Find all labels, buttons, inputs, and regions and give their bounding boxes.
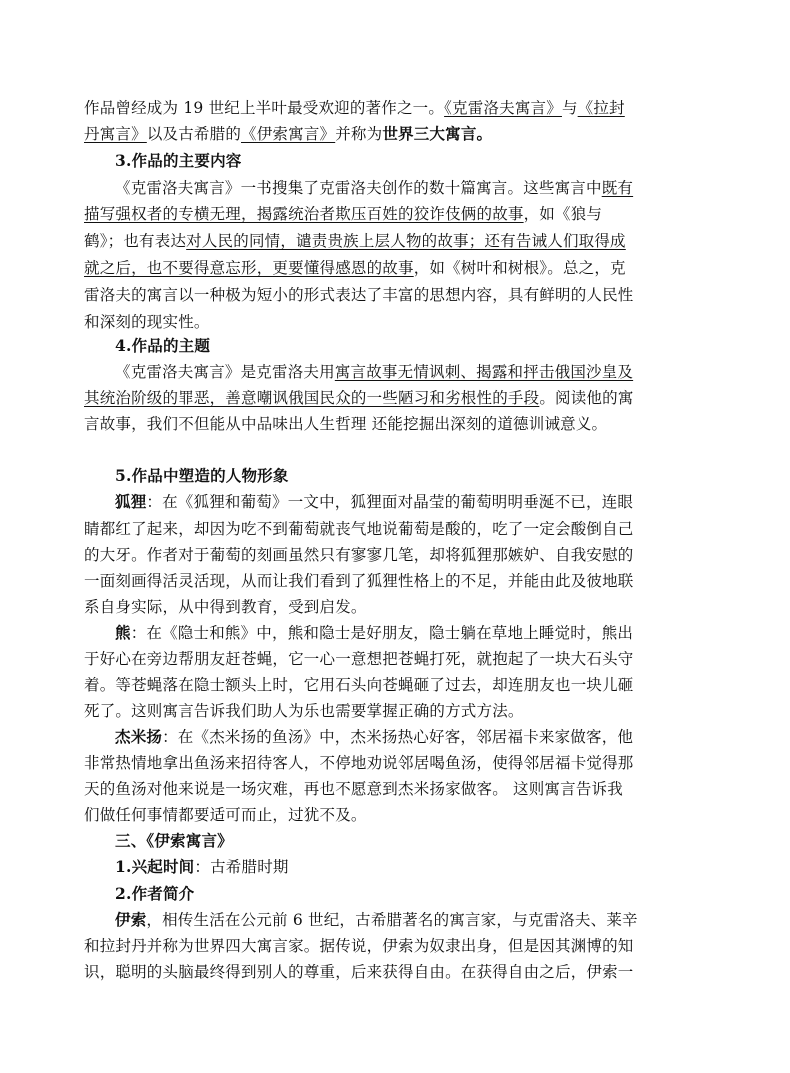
- paragraph-line: 系自身实际，从中得到教育，受到启发。: [84, 598, 367, 616]
- paragraph-line: 的大牙。作者对于葡萄的刻画虽然只有寥寥几笔，却将狐狸那嫉妒、自我安慰的: [84, 546, 634, 564]
- text-segment: ，相传生活在公元前 6 世纪，古希腊著名的寓言家，与克雷洛夫、莱辛: [146, 911, 638, 929]
- underlined-text: 就之后，也不要得意忘形，更要懂得感恩的故事: [84, 259, 414, 277]
- paragraph-line: [84, 489, 714, 515]
- text-segment: 。阅读他的寓: [539, 389, 634, 407]
- bold-term: 世界三大寓言。: [382, 124, 493, 143]
- bold-term: 伊索: [115, 910, 147, 929]
- paragraph-line: 和拉封丹并称为世界四大寓言家。据传说，伊索为奴隶出身，但是因其渊博的知: [84, 937, 634, 955]
- paragraph-line: 天的鱼汤对他来说是一场灾难，再也不愿意到杰米扬家做客。 这则寓言告诉我: [84, 780, 623, 798]
- section-heading: 4.作品的主题: [115, 336, 211, 355]
- underlined-text: 既有: [601, 179, 634, 197]
- text-segment: ，如《狼与: [523, 205, 603, 223]
- paragraph-line: 一面刻画得活灵活现，从而让我们看到了狐狸性格上的不足，并能由此及彼地联: [84, 572, 634, 590]
- paragraph-line: [84, 228, 714, 254]
- underlined-book-title: 《拉封: [577, 99, 625, 117]
- bold-term: 杰米扬: [115, 727, 163, 746]
- text-segment: 《克雷洛夫寓言》是克雷洛夫用: [115, 363, 335, 381]
- underlined-text: 描写强权者的专横无理，揭露统治者欺压百姓的狡诈伎俩的故事: [84, 205, 524, 223]
- paragraph-line: 死了。这则寓言告诉我们助人为乐也需要掌握正确的方式方法。: [84, 702, 524, 720]
- paragraph-line: [115, 854, 745, 880]
- paragraph-line: [84, 121, 714, 147]
- bold-term: 1.兴起时间: [115, 857, 195, 876]
- paragraph-line: 识，聪明的头脑最终得到别人的尊重，后来获得自由。在获得自由之后，伊索一: [84, 963, 634, 981]
- paragraph-line: 雷洛夫的寓言以一种极为短小的形式表达了丰富的思想内容，具有鲜明的人民性: [84, 286, 634, 304]
- paragraph-line: 睛都红了起来，却因为吃不到葡萄就丧气地说葡萄是酸的，吃了一定会酸倒自己: [84, 520, 634, 538]
- underlined-text: 对人民的同情，谴责贵族上层人物的故事；还有告诫人们取得成: [186, 232, 626, 250]
- underlined-text: 寓言故事无情讽刺、揭露和抨击俄国沙皇及: [334, 363, 634, 381]
- paragraph-line: [84, 95, 714, 121]
- underlined-book-title: 《伊索寓言》: [241, 125, 336, 143]
- text-segment: 并称为: [335, 125, 383, 143]
- paragraph-line: [84, 255, 714, 281]
- paragraph-line: [84, 175, 745, 201]
- bold-term: 狐狸: [115, 492, 147, 511]
- paragraph-line: [84, 201, 714, 227]
- paragraph-line: 着。等苍蝇落在隐士额头上时，它用石头向苍蝇砸了过去，却连朋友也一块儿砸: [84, 676, 634, 694]
- bold-term: 熊: [115, 623, 131, 642]
- paragraph-line: [84, 620, 714, 646]
- underlined-book-title: 《克雷洛夫寓言》: [444, 99, 562, 117]
- text-segment: ，如《树叶和树根》。总之，克: [413, 259, 626, 277]
- paragraph-line: 和深刻的现实性。: [84, 313, 210, 331]
- underlined-text: 其统治阶级的罪恶，善意嘲讽俄国民众的一些陋习和劣根性的手段: [84, 389, 540, 407]
- text-segment: ：在《狐狸和葡萄》一文中，狐狸面对晶莹的葡萄明明垂涎不已，连眼: [146, 493, 634, 511]
- underlined-book-title: 丹寓言》: [84, 125, 147, 143]
- paragraph-line: [84, 907, 714, 933]
- paragraph-line: 们做任何事情都要适可而止，过犹不及。: [84, 806, 367, 824]
- paragraph-line: 于好心在旁边帮朋友赶苍蝇，它一心一意想把苍蝇打死，就抱起了一块大石头守: [84, 650, 634, 668]
- section-heading: 3.作品的主要内容: [115, 151, 242, 170]
- text-segment: ：在《隐士和熊》中，熊和隐士是好朋友，隐士躺在草地上睡觉时，熊出: [130, 624, 634, 642]
- section-heading: 5.作品中塑造的人物形象: [115, 466, 289, 485]
- paragraph-line: 言故事，我们不但能从中品味出人生哲理 还能挖掘出深刻的道德训诫意义。: [84, 415, 608, 433]
- text-segment: 作品曾经成为 19 世纪上半叶最受欢迎的著作之一。: [84, 99, 445, 117]
- text-segment: ：古希腊时期: [194, 858, 289, 876]
- text-segment: ：在《杰米扬的鱼汤》中，杰米扬热心好客，邻居福卡来家做客，他: [162, 728, 634, 746]
- paragraph-line: [84, 359, 745, 385]
- paragraph-line: [84, 724, 714, 750]
- paragraph-line: 非常热情地拿出鱼汤来招待客人，不停地劝说邻居喝鱼汤，使得邻居福卡觉得那: [84, 754, 634, 772]
- text-segment: 与: [561, 99, 578, 117]
- chapter-heading: 三、《伊索寓言》: [115, 831, 233, 850]
- text-segment: 鹤》；也有表达: [84, 232, 187, 250]
- text-segment: 以及古希腊的: [146, 125, 242, 143]
- paragraph-line: [84, 385, 714, 411]
- text-segment: 《克雷洛夫寓言》一书搜集了克雷洛夫创作的数十篇寓言。这些寓言中: [115, 179, 602, 197]
- section-heading: 2.作者简介: [115, 884, 195, 903]
